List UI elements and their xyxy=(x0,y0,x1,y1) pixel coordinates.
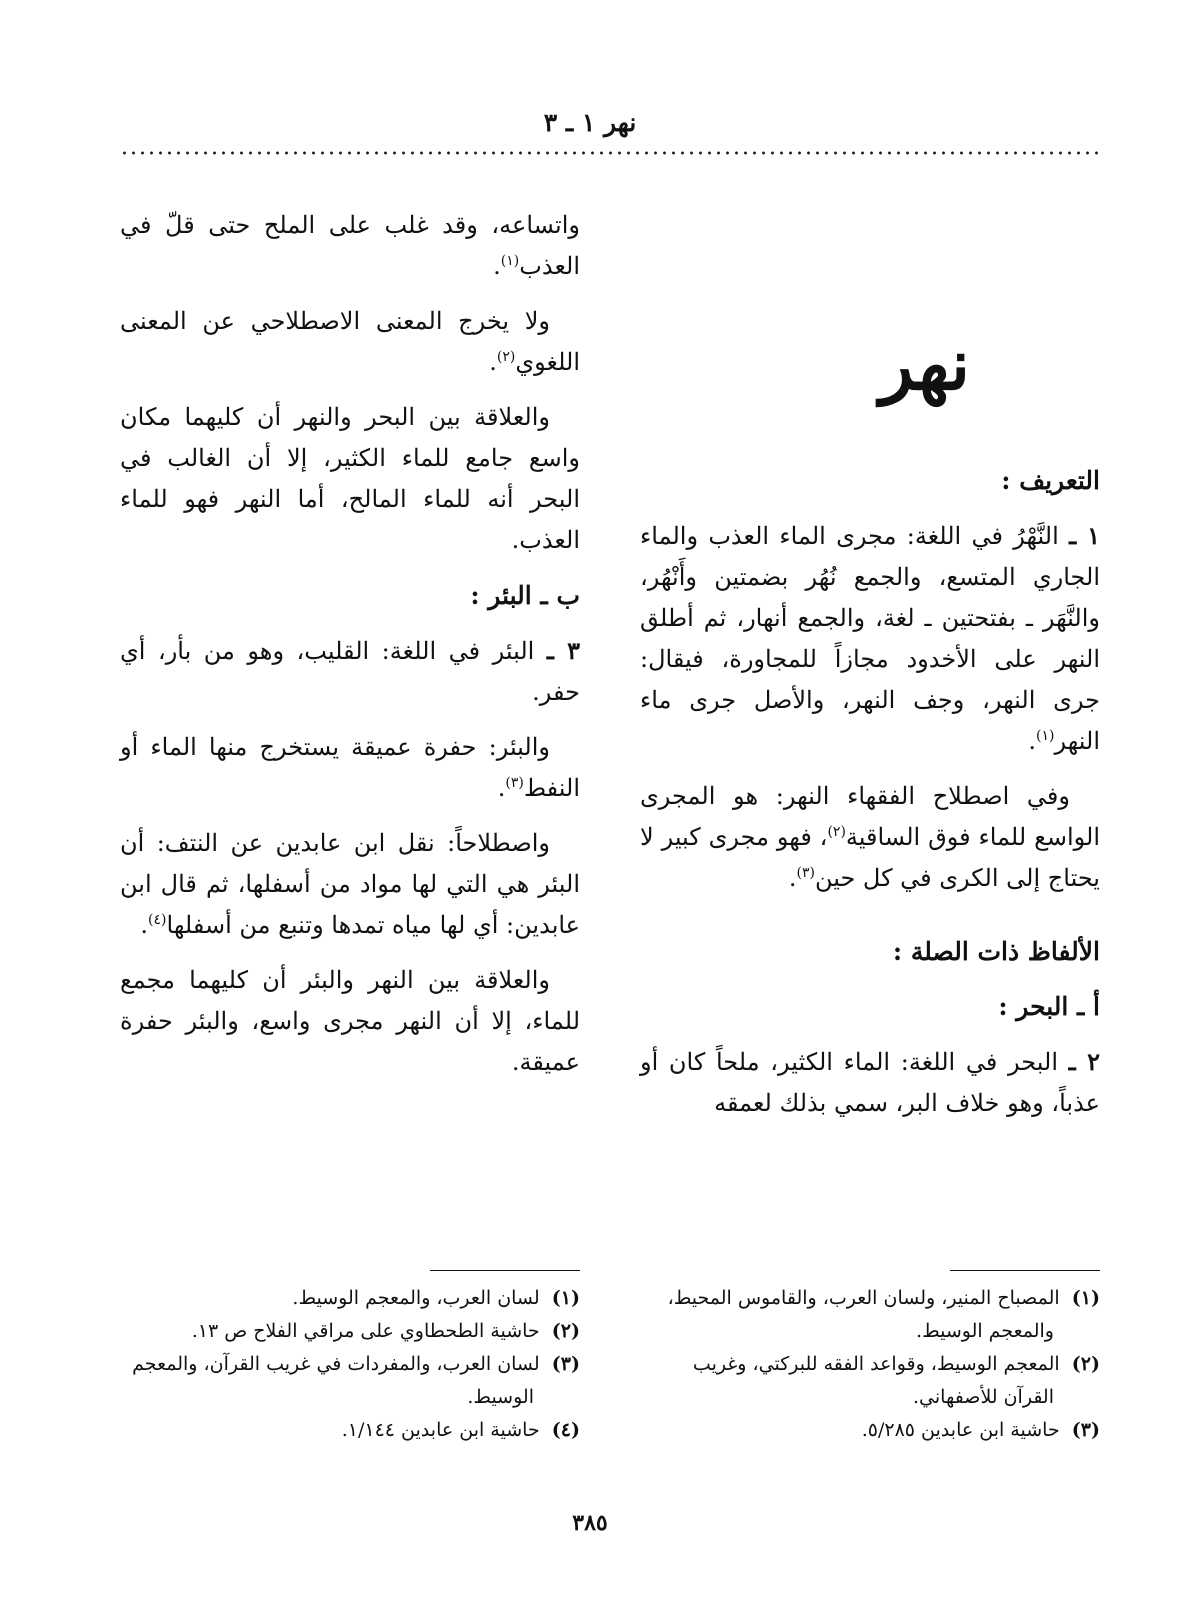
punct: . xyxy=(493,252,501,280)
bahr-cont-text: واتساعه، وقد غلب على الملح حتى قلّ في العذب xyxy=(120,211,580,280)
footnote-ref: (٢) xyxy=(496,349,516,365)
footnote-mark: (٣) xyxy=(1071,1419,1100,1441)
subheading-bahr: أ ـ البحر : xyxy=(998,992,1100,1021)
footnote xyxy=(640,1348,1100,1414)
footnote-mark: (١) xyxy=(551,1287,580,1309)
footnote-text: حاشية ابن عابدين ١/١٤٤. xyxy=(341,1419,540,1441)
footnote-ref: (٣) xyxy=(796,865,815,881)
footnote xyxy=(120,1414,580,1447)
punct: . xyxy=(788,864,797,892)
bir-text: البئر في اللغة: القليب، وهو من بأر، أي حفر. xyxy=(120,637,580,706)
relation-bahr-paragraph: والعلاقة بين البحر والنهر أن كليهما مكان واسع جامع للماء الكثير، إلا أن الغالب في البحر أنه للماء المالح، أما النهر فهو للماء العذب. xyxy=(120,403,580,554)
bir-paragraph xyxy=(120,630,580,713)
right-column xyxy=(640,205,1100,1138)
punct: . xyxy=(489,348,497,376)
subheading-bir: ب ـ البئر : xyxy=(470,581,580,610)
footnote-divider-left xyxy=(430,1270,580,1271)
bir-istilah-paragraph xyxy=(120,823,580,946)
footnote-mark: (٤) xyxy=(551,1419,580,1441)
footnote-text: لسان العرب، والمفردات في غريب القرآن، والمعجم الوسيط. xyxy=(132,1353,540,1408)
bahr-paragraph xyxy=(640,1041,1100,1124)
footnote-ref: (١) xyxy=(500,253,520,269)
footnote-text: حاشية الطحطاوي على مراقي الفلاح ص ١٣. xyxy=(191,1320,540,1342)
footnote-mark: (٣) xyxy=(551,1353,580,1375)
footnotes-right xyxy=(640,1282,1100,1447)
footnote xyxy=(120,1315,580,1348)
footnote-mark: (١) xyxy=(1071,1287,1100,1309)
footnote-ref: (١) xyxy=(1036,728,1055,744)
footnote-ref: (٢) xyxy=(827,824,846,840)
bir-definition-paragraph xyxy=(120,727,580,809)
footnote xyxy=(640,1282,1100,1348)
footnote xyxy=(640,1414,1100,1447)
punct: . xyxy=(1028,727,1036,755)
paragraph-number: ١ ـ xyxy=(1069,521,1100,550)
page-number: ٣٨٥ xyxy=(572,1510,608,1536)
footnote-text: المصباح المنير، ولسان العرب، والقاموس المحيط، والمعجم الوسيط. xyxy=(667,1287,1060,1342)
relation-bir-paragraph: والعلاقة بين النهر والبئر أن كليهما مجمع للماء، إلا أن النهر مجرى واسع، والبئر حفرة عميقة. xyxy=(120,966,580,1076)
istilah-text: ولا يخرج المعنى الاصطلاحي عن المعنى اللغوي xyxy=(120,307,580,376)
left-column xyxy=(120,205,580,1097)
dotted-rule xyxy=(120,150,1100,156)
footnote-text: لسان العرب، والمعجم الوسيط. xyxy=(292,1287,540,1309)
bir-istilah-text: واصطلاحاً: نقل ابن عابدين عن النتف: أن البئر هي التي لها مواد من أسفلها، ثم قال ابن عابدين: أي لها مياه تمدها وتنبع من أسفلها xyxy=(120,829,580,939)
bahr-text: البحر في اللغة: الماء الكثير، ملحاً كان أو عذباً، وهو خلاف البر، سمي بذلك لعمقه xyxy=(640,1048,1100,1117)
footnotes-left xyxy=(120,1282,580,1447)
footnote-ref: (٣) xyxy=(505,775,524,791)
footnote-text: حاشية ابن عابدين ٥/٢٨٥. xyxy=(861,1419,1060,1441)
definition-paragraph xyxy=(640,515,1100,762)
footnote-text: المعجم الوسيط، وقواعد الفقه للبركتي، وغريب القرآن للأصفهاني. xyxy=(692,1353,1060,1408)
definition-heading: التعريف : xyxy=(1001,466,1100,495)
bir-def-text: والبئر: حفرة عميقة يستخرج منها الماء أو النفط xyxy=(120,733,580,802)
paragraph-number: ٢ ـ xyxy=(1068,1047,1100,1076)
fiqh-text: وفي اصطلاح الفقهاء النهر: هو المجرى الواسع للماء فوق الساقية xyxy=(640,782,1100,851)
fiqh-definition-paragraph xyxy=(640,776,1100,899)
entry-title: نهر xyxy=(879,323,970,406)
footnote-divider-right xyxy=(950,1270,1100,1271)
related-terms-heading: الألفاظ ذات الصلة : xyxy=(892,937,1100,966)
footnote-mark: (٢) xyxy=(1071,1353,1100,1375)
footnote-mark: (٢) xyxy=(551,1320,580,1342)
punct: . xyxy=(140,911,149,939)
bahr-continuation xyxy=(120,205,580,287)
istilah-paragraph xyxy=(120,301,580,383)
paragraph-number: ٣ ـ xyxy=(546,636,580,665)
footnote xyxy=(120,1282,580,1315)
footnote-ref: (٤) xyxy=(148,912,167,928)
footnote xyxy=(120,1348,580,1414)
running-header: نهر ١ ـ ٣ xyxy=(543,108,637,137)
fiqh-text-cont: ، فهو مجرى كبير لا يحتاج إلى الكرى في كل حين xyxy=(640,823,1100,892)
punct: . xyxy=(497,774,506,802)
definition-text: النَّهْرُ في اللغة: مجرى الماء العذب والماء الجاري المتسع، والجمع نُهُر بضمتين وأَنْهُر، والنَّهَر ـ بفتحتين ـ لغة، والجمع أنهار، ثم أطلق النهر على الأخدود مجازاً للمجاورة، فيقال: جرى النهر، وجف النهر، والأصل جرى ماء النهر xyxy=(640,522,1100,755)
